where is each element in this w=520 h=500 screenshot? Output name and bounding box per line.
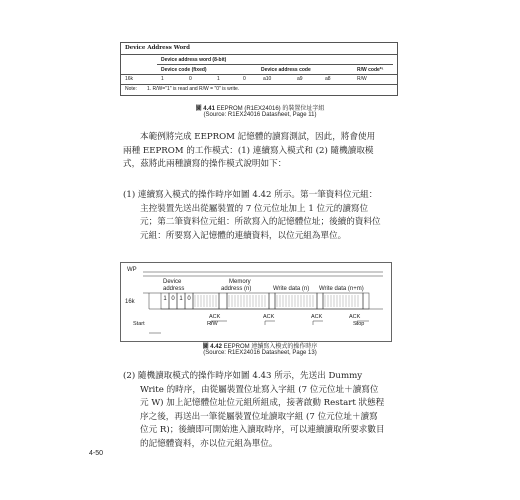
bit-hatch [195, 295, 358, 307]
divider [121, 74, 397, 75]
write-data-n-label: Write data (n) [273, 286, 310, 292]
figure-title: EEPROM (R1EX24016) 的裝置位址字組 [216, 106, 325, 112]
bit-cell: 1 [161, 76, 164, 82]
text-line: 位元 R)；後續即可開始進入讀取時序，可以連續讀取所要求數目 [140, 425, 385, 435]
rw-label: R/W [207, 321, 218, 327]
text-line: Write 的時序，由從屬裝置位址寫入字組 (7 位元位址＋讀寫位 [140, 384, 379, 395]
memory-address-label [221, 279, 251, 293]
intro-paragraph [123, 131, 398, 172]
row-label: 16k [125, 76, 134, 82]
table-subheader: Device address word (8-bit) [161, 57, 227, 63]
text-line: 元；第二筆資料位元組：所欲寫入的記憶體位址；後續的資料位 [140, 217, 381, 227]
timing-diagram [120, 262, 392, 342]
wp-label: WP [127, 267, 137, 273]
note-text: 1. R/W="1" is read and R/W = "0" is write. [147, 86, 240, 92]
label-line: Memory [229, 279, 251, 285]
figure-title: EEPROM 連續寫入模式的操作時序 [223, 344, 318, 350]
bit-cell: a9 [297, 76, 303, 82]
table-title: Device Address Word [125, 45, 190, 51]
figure-source: (Source: R1EX24016 Datasheet, Page 13) [203, 350, 317, 356]
bit-cell: 1 [217, 76, 220, 82]
bit-label: 0 [187, 296, 191, 302]
wp-waveform [143, 272, 383, 276]
figure-source: (Source: R1EX24016 Datasheet, Page 11) [203, 112, 317, 118]
ack-label: ACK [311, 314, 323, 320]
timing-diagram-svg [121, 263, 391, 341]
note-label: Note: [125, 86, 137, 92]
text-line: 式，茲將此兩種讀寫的操作模式說明如下： [123, 159, 287, 169]
divider [121, 84, 397, 85]
bit-cell: 0 [189, 76, 192, 82]
row-label: 16k [125, 299, 135, 305]
page-number: 4-50 [89, 450, 104, 457]
bit-cell: a10 [263, 76, 272, 82]
start-label: Start [133, 321, 145, 327]
divider [121, 54, 397, 55]
item-2-paragraph [123, 370, 398, 451]
ack-label: ACK [263, 314, 275, 320]
text-line: (2) 隨機讀取模式的操作時序如圖 4.43 所示，先送出 Dummy [123, 371, 363, 381]
item-1-paragraph [123, 189, 398, 243]
bit-label: 1 [179, 296, 183, 302]
label-line: Device [163, 279, 182, 285]
figure-caption [160, 103, 360, 112]
figure-caption [150, 341, 370, 350]
label-line: address (n) [221, 286, 252, 292]
write-data-nm-label: Write data (n+m) [319, 286, 364, 292]
bit-label: 0 [171, 296, 175, 302]
text-line: 元組：所要寫入記憶體的連續資料，以位元組為單位。 [140, 230, 347, 241]
figure-number: 圖 4.42 [202, 344, 222, 350]
text-line: (1) 連續寫入模式的操作時序如圖 4.42 所示。第一筆資料位元組： [123, 190, 378, 200]
figure-number: 圖 4.41 [195, 106, 215, 112]
divider [157, 64, 393, 65]
bit-cell: 0 [243, 76, 246, 82]
bit-label: 1 [163, 296, 167, 302]
stop-label: Stop [353, 321, 365, 327]
col-rw: R/W code*¹ [357, 67, 384, 73]
text-line: 兩種 EEPROM 的工作模式：(1) 連續寫入模式和 (2) 隨機讀取模 [123, 145, 374, 156]
ack-label: ACK [349, 314, 361, 320]
text-line: 序之後，再送出一筆從屬裝置位址讀取字組 (7 位元位址＋讀寫 [140, 411, 378, 422]
text-line: 本範例將完成 EEPROM 記憶體的讀寫測試，因此，將會使用 [140, 132, 376, 142]
text-line: 主控裝置先送出從屬裝置的 7 位元位址加上 1 位元的讀寫位 [140, 203, 369, 214]
bit-cell: a8 [325, 76, 331, 82]
text-line: 的記憶體資料，亦以位元組為單位。 [140, 438, 278, 449]
label-line: address [163, 286, 185, 292]
text-line: 元 W) 加上記憶體位址位元組所組成，接著啟動 Restart 狀態程 [140, 398, 385, 408]
col-address: Device address code [261, 67, 311, 73]
ack-lines [149, 321, 369, 333]
bit-cell: R/W [357, 76, 367, 82]
device-address-table [120, 42, 398, 96]
device-address-label [163, 279, 184, 293]
ack-label: ACK [209, 314, 221, 320]
col-fixed: Device code (fixed) [161, 67, 207, 73]
